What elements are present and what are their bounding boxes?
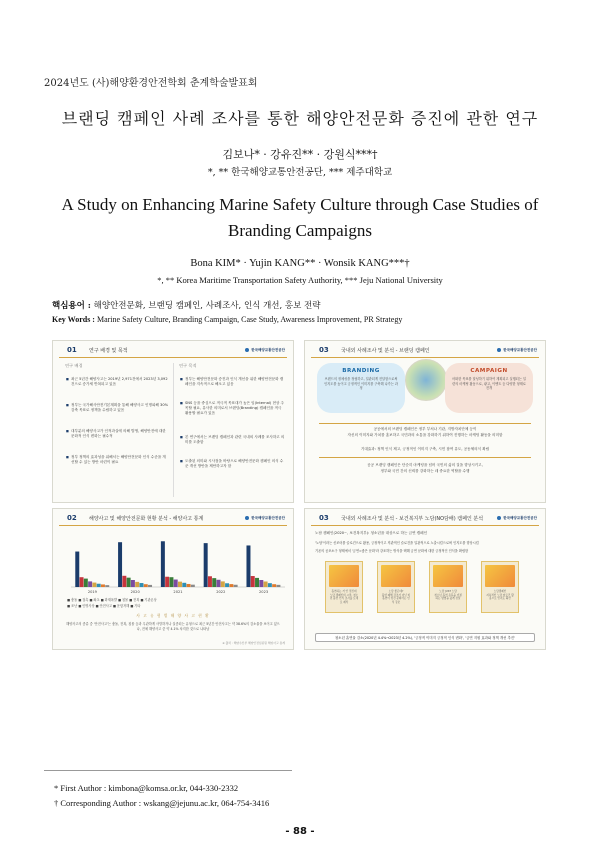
campaign-result-footer: 청소년 흡연율 감소(2020년 4.4%→2023년 4.2%), '긍정적 이미지 긍정적 인식 변화', '금연 지원 효과와 정책 개선 추진'	[315, 633, 535, 642]
poster-caption: 청소년 흡연 유혹을 거절하는 방법을 쉽게 전달	[434, 593, 462, 601]
globe-illustration-icon	[405, 359, 447, 401]
chart-legend-row-1: ■ 충돌 ■ 접촉 ■ 좌초 ■ 화재폭발 ■ 침몰 ■ 전복 ■ 기관손상	[67, 598, 157, 602]
slide-title: 국내외 사례조사 및 분석 - 브랜딩 캠페인	[341, 348, 430, 354]
chart-bar	[187, 584, 191, 587]
poster-headline: 노담캠페인	[493, 590, 507, 593]
chart-bar	[148, 585, 152, 587]
slide-number: 03	[319, 346, 329, 354]
chart-bar	[135, 582, 139, 587]
chart-bar	[144, 584, 148, 587]
keywords-english-label: Key Words :	[52, 315, 95, 324]
x-tick-label: 2019	[87, 590, 97, 594]
x-tick-label: 2020	[130, 590, 140, 594]
chart-bar	[165, 577, 169, 587]
affiliation-english: *, ** Korea Maritime Transportation Safety Authority, *** Jeju National University	[157, 275, 443, 285]
chart-bar	[212, 578, 216, 587]
slide-title: 국내외 사례조사 및 분석 - 보건복지부 노담(NO담배) 캠페인 분석	[341, 516, 484, 522]
poster-text	[433, 590, 463, 601]
chart-bar	[178, 582, 182, 587]
chart-bar	[131, 580, 135, 587]
footnote-corresponding-author: † Corresponding Author : wskang@jejunu.ac.kr, 064-754-3416	[54, 798, 270, 808]
accident-note: 해양사고의 종류 중 '안전사고'는 충돌, 전복, 침몰 등과 무관하게 사망하거나 실종되는 유형으로 최근 5년간 안전사고는 약 38.6%의 감소율을 보이고 있으나, 전체 해양사고 중 약 4.1% 차지한 것으로 나타남	[66, 622, 280, 631]
chart-bar	[234, 585, 238, 587]
x-tick-label: 2021	[173, 590, 183, 594]
authors-korean: 김보나* · 강유진** · 강원식***†	[222, 148, 378, 161]
left-column-label: 연구 배경	[65, 363, 83, 368]
poster-headline: 노담 좋은데?	[388, 590, 404, 593]
branding-text: 브랜드의 정체성을 정립하고, 일관되게 전달함으로써 인지도를 높이고 긍정적인 이미지를 구축해 나가는 과정	[324, 377, 398, 390]
slide-header	[59, 346, 287, 358]
chart-bar	[264, 581, 268, 587]
campaign-poster	[481, 561, 519, 613]
chart-bar	[204, 543, 208, 587]
title-korean: 브랜딩 캠페인 사례 조사를 통한 해양안전문화 증진에 관한 연구	[61, 109, 539, 128]
chart-source: ※ 출처 : 해양수산부 해양안전심판원 해양사고 통계	[222, 641, 285, 645]
chart-bar	[122, 576, 126, 587]
chart-bar	[105, 585, 109, 587]
komsa-logo: 한국해양교통안전공단	[497, 348, 537, 353]
left-bullet-4: ■ 정부 정책의 효과성을 위해서는 해양안전문화 인식 수준을 개선할 수 있는 방안 마련이 필요	[71, 455, 169, 465]
effect-line: 기대효과: 정책 인식 제고, 긍정적인 이미지 구축, 시민 참여 유도, 공동체의식 확립	[360, 447, 490, 451]
left-bullet-2: ■ 정부는 국가해사안전기본계획을 통해 해양사고 인명피해 30% 감축 목표로 정책을 수립하고 있음	[71, 403, 169, 413]
keywords-korean-label: 핵심용어 :	[52, 301, 91, 311]
poster-image-icon	[485, 565, 515, 587]
poster-caption: 노담 캠페인의 시작, 청소년 흡연 인식 조사를 토대로 제작	[329, 593, 359, 604]
slide-number: 02	[67, 514, 77, 522]
campaign-point-2: 기존의 공포소구 형태에서 '금연=좋은 문화'라 강조하는 방식을 택해 금연 문화에 대한 긍정적인 인식을 확립함	[315, 549, 469, 553]
right-bullet-3: ■ 본 연구에서는 브랜딩 캠페인과 관련 국내외 사례를 조사하고 의미를 도출함	[185, 435, 285, 445]
chart-bar	[208, 576, 212, 587]
right-bullet-2: ■ SNS 등을 중심으로 적극적 목표대가 높은 임(Internal) 현상 주목할 필요, 유사한 의미로서 브랜딩(Branding) 캠페인을 적극 활용할 필요가 있음	[185, 401, 285, 416]
keywords-english-text: Marine Safety Culture, Branding Campaign, Case Study, Awareness Improvement, PR Strategy	[96, 315, 403, 324]
chart-bar	[92, 583, 96, 587]
footnote-divider	[44, 770, 292, 771]
left-bullet-3: ■ 대부분의 해양사고가 인적과실에 의해 발생, 해양안전에 대한 문화적 인식 변화는 필수적	[71, 429, 169, 439]
x-tick-label: 2023	[259, 590, 269, 594]
chart-bar	[169, 577, 173, 587]
affiliation-korean: *, ** 한국해양교통안전공단, *** 제주대학교	[207, 167, 393, 178]
slide-number: 03	[319, 514, 329, 522]
right-bullet-4: ■ 도출된 의미와 시사점을 바탕으로 해양안전문화 캠페인 의식 수준 개선 방안을 제안하고자 함	[185, 459, 285, 469]
slide-title: 해양사고 및 해양안전문화 현황 분석 - 해양사고 통계	[89, 516, 204, 522]
poster-text	[381, 590, 411, 604]
campaign-poster	[377, 561, 415, 613]
chart-bar	[217, 580, 221, 587]
chart-bar	[84, 579, 88, 587]
slide-accident-statistics	[52, 508, 294, 650]
chart-bar	[272, 584, 276, 587]
chart-bar	[127, 578, 131, 587]
chart-bar	[182, 583, 186, 587]
campaign-box	[445, 363, 533, 413]
slide-header	[311, 346, 539, 358]
branding-box	[317, 363, 405, 413]
slide-nodam-campaign	[304, 508, 546, 650]
right-bullet-1: ■ 정부는 해양안전문화 증진과 인식 개선을 위한 해양안전문화 캠페인을 지속적으로 해오고 있음	[185, 377, 285, 387]
slide-title: 연구 배경 및 목적	[89, 348, 128, 354]
slide-number: 01	[67, 346, 77, 354]
poster-text	[329, 590, 359, 604]
slide-background-purpose	[52, 340, 294, 503]
chart-bar	[259, 580, 263, 587]
footnote-first-author: * First Author : kimbona@komsa.or.kr, 044-330-2332	[54, 783, 239, 793]
chart-bar	[75, 552, 79, 587]
komsa-logo: 한국해양교통안전공단	[245, 348, 285, 353]
chart-bar	[88, 581, 92, 587]
keywords-korean	[52, 299, 320, 311]
poster-caption: 흡연 폐해 강조가 아닌 비흡연이 멋진 문화라는 인식 강조	[381, 593, 411, 604]
divider-line	[319, 457, 531, 458]
chart-bar	[246, 545, 250, 587]
komsa-logo: 한국해양교통안전공단	[245, 516, 285, 521]
title-english: A Study on Enhancing Marine Safety Culture through Case Studies of Branding Campaigns	[61, 195, 539, 240]
keywords-korean-text: 해양안전문화, 브랜딩 캠페인, 사례조사, 인식 개선, 홍보 전략	[93, 301, 321, 311]
chart-bar	[97, 584, 101, 587]
right-column-label: 연구 목적	[179, 363, 197, 368]
keywords-english	[52, 315, 402, 324]
authors-english: Bona KIM* · Yujin KANG** · Wonsik KANG***†	[190, 258, 410, 269]
poster-caption: 지속적인 노담 슬로건 활용으로 인지도 확산	[486, 593, 514, 601]
chart-bar	[225, 583, 229, 587]
summary-line-1: 공공에서의 브랜딩 캠페인은 정부 부처나 기관, 지방자치단체 등이	[373, 427, 477, 431]
chart-bar	[139, 583, 143, 587]
poster-headline: 노담 JUST 노담	[439, 590, 457, 593]
branding-title: BRANDING	[342, 368, 380, 374]
chart-bar	[118, 542, 122, 587]
poster-image-icon	[433, 565, 463, 587]
poster-image-icon	[329, 565, 359, 587]
campaign-poster	[429, 561, 467, 613]
summary-line-2: 자신의 이미지와 가치를 홍보하고 국민과의 소통을 강화하기 위하여 진행하는 마케팅 활동을 의미함	[347, 433, 503, 437]
chart-bar	[255, 578, 259, 587]
chart-bar	[268, 583, 272, 587]
conference-header: 2024년도 (사)해양환경안전학회 춘계학술발표회	[44, 78, 258, 89]
komsa-logo: 한국해양교통안전공단	[497, 516, 537, 521]
slide-branding-campaign	[304, 340, 546, 503]
chart-bar	[174, 580, 178, 587]
chart-bar	[229, 584, 233, 587]
divider-line	[319, 423, 531, 424]
left-bullet-1: ■ 최근 5년간 해양사고는 2019년 2,971건에서 2023년 3,092건으로 증가세 반복되고 있음	[71, 377, 169, 387]
chart-bar	[191, 585, 195, 587]
chart-legend-row-2: ■ 조난 ■ 인명사상 ■ 안전사고 ■ 운항저해 ■ 기타	[67, 604, 141, 608]
chart-bar	[251, 576, 255, 587]
chart-bar	[221, 581, 225, 587]
poster-image-icon	[381, 565, 411, 587]
campaign-text: 어떠한 목표를 달성하기 위하여 계획되고 실행되는 일련의 마케팅 활동으로, 광고, 이벤트 등 다양한 형태로 전개	[452, 377, 526, 390]
chart-bar	[276, 585, 280, 587]
poster-headline: 흡연하는 거 안 멋진데	[331, 590, 357, 593]
accident-bar-chart	[59, 529, 289, 595]
conclusion-line-1: 공공 브랜딩 캠페인은 단순히 마케팅을 넘어 국민의 삶의 질을 향상시키고,	[367, 463, 483, 467]
page-number: - 88 -	[285, 826, 315, 837]
conclusion-line-2: 정부와 국민 간의 신뢰를 강화하는 데 중요한 역할을 수행	[380, 469, 470, 473]
chart-bar	[161, 541, 165, 587]
campaign-point-1: '노담'이라는 신조어를 슬로건으로 활용, 긍정적이고 직관적인 슬로건을 일관적으로 노출시킴으로써 인지도를 향상시킴	[315, 541, 479, 545]
chart-bar	[80, 577, 84, 587]
column-divider	[173, 363, 174, 497]
slide-header	[311, 514, 539, 526]
poster-text	[485, 590, 515, 601]
campaign-title: CAMPAIGN	[470, 368, 508, 374]
campaign-intro: 노담 캠페인(2020~, 보건복지부): 청소년을 대상으로 하는 금연 캠페인	[315, 531, 428, 535]
campaign-poster	[325, 561, 363, 613]
slide-header	[59, 514, 287, 526]
x-tick-label: 2022	[216, 590, 226, 594]
chart-section-title: 사 고 유 형 별 해 양 사 고 현 황	[136, 613, 210, 618]
chart-bar	[101, 584, 105, 587]
